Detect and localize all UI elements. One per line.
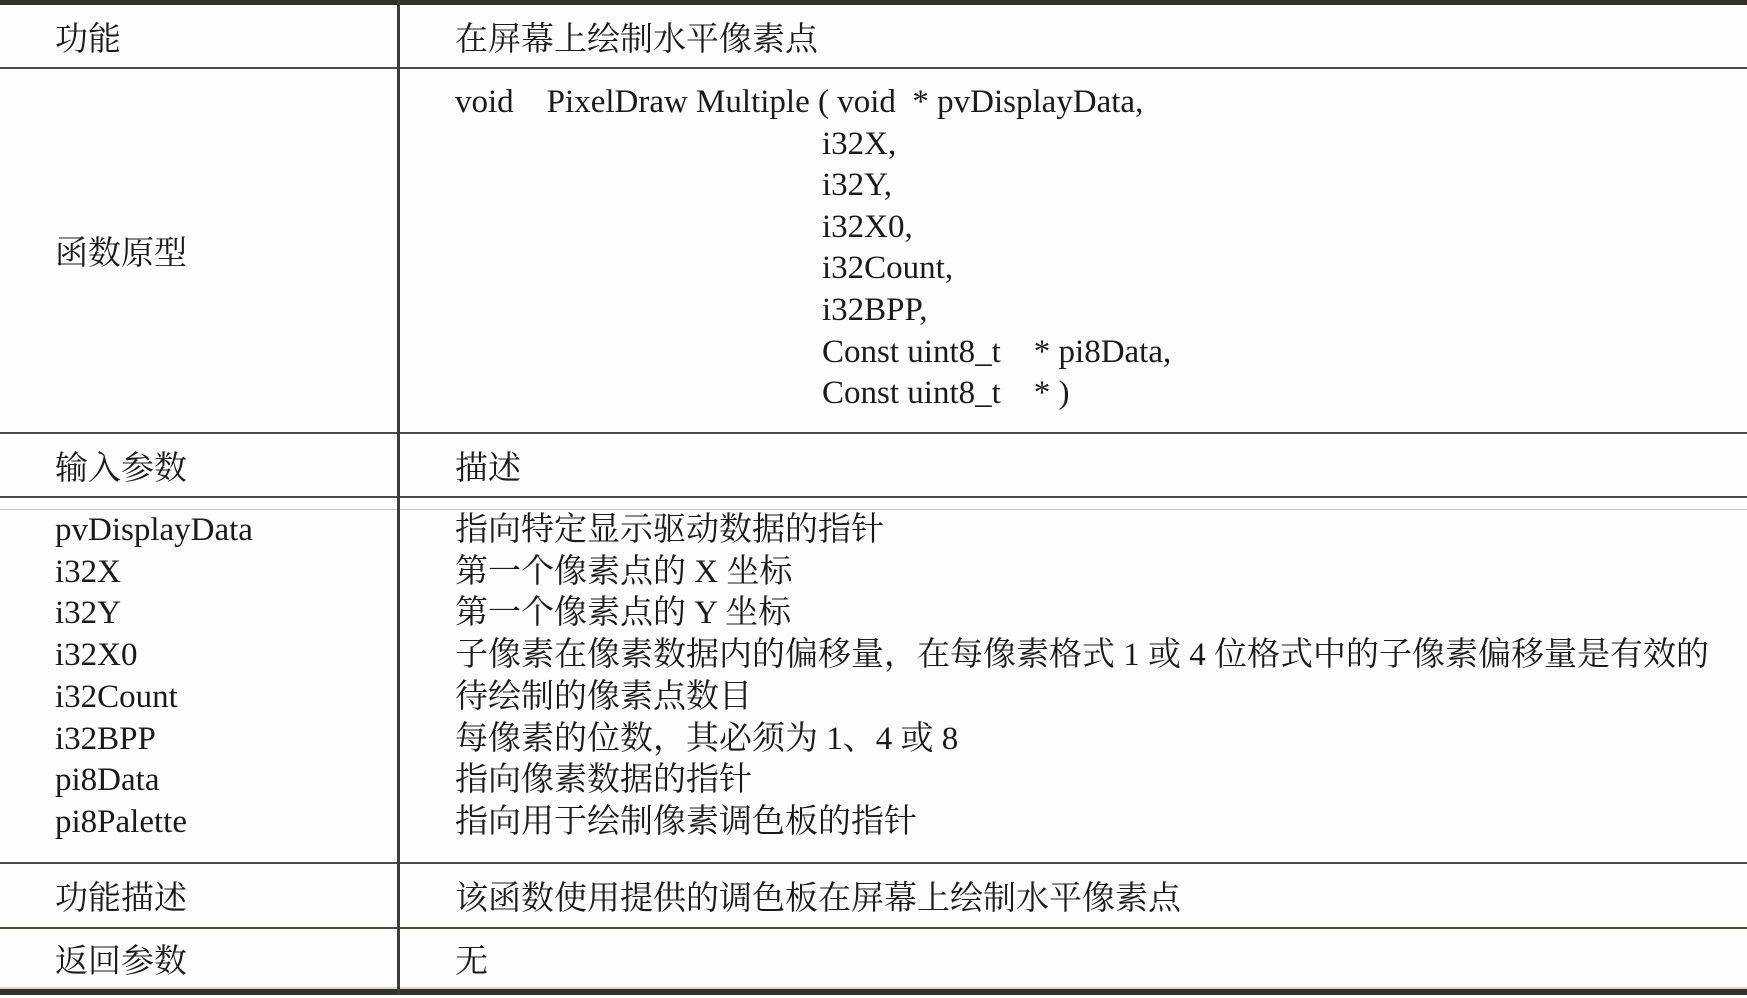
param-desc: 每像素的位数，其必须为 1、4 或 8 (455, 720, 959, 757)
table-row-params (0, 498, 1747, 862)
param-desc: 指向像素数据的指针 (455, 762, 752, 799)
prototype-line: Const uint8_t * ) (822, 375, 1070, 412)
param-row (0, 593, 1747, 635)
param-row (0, 760, 1747, 802)
prototype-line: Const uint8_t * pi8Data, (822, 333, 1172, 370)
param-row (0, 510, 1747, 552)
param-row (0, 677, 1747, 719)
params-header-desc: 描述 (455, 450, 521, 487)
return-value: 无 (455, 943, 488, 980)
function-prototype (398, 69, 1747, 432)
param-desc: 指向特定显示驱动数据的指针 (455, 512, 884, 548)
param-desc: 子像素在像素数据内的偏移量，在每像素格式 1 或 4 位格式中的子像素偏移量是有效的 (455, 637, 1709, 674)
prototype-line: i32BPP, (822, 291, 928, 328)
table-row-params-header (0, 434, 1747, 496)
scan-artifact-line (0, 509, 1747, 510)
param-name: pvDisplayData (55, 512, 253, 548)
table-row-description (0, 864, 1747, 927)
function-description: 该函数使用提供的调色板在屏幕上绘制水平像素点 (455, 881, 1181, 917)
param-name: i32X0 (55, 637, 138, 674)
param-row (0, 802, 1747, 844)
param-name: pi8Data (55, 762, 160, 799)
param-name: pi8Palette (55, 803, 187, 840)
prototype-line: i32Count, (822, 250, 954, 287)
prototype-line: i32X, (822, 125, 897, 162)
row-label: 返回参数 (55, 943, 187, 980)
table-bottom-border (0, 989, 1747, 995)
function-summary: 在屏幕上绘制水平像素点 (455, 21, 818, 58)
prototype-line: i32Y, (822, 167, 892, 204)
prototype-line: i32X0, (822, 208, 913, 245)
param-name: i32X (55, 553, 121, 590)
row-label: 功能描述 (55, 881, 187, 917)
param-name: i32Count (55, 678, 178, 715)
param-row (0, 552, 1747, 594)
param-name: i32BPP (55, 720, 156, 757)
param-desc: 指向用于绘制像素调色板的指针 (455, 803, 917, 840)
table-row-function (0, 5, 1747, 67)
param-desc: 第一个像素点的 Y 坐标 (455, 595, 792, 632)
param-desc: 待绘制的像素点数目 (455, 678, 752, 715)
param-desc: 第一个像素点的 X 坐标 (455, 553, 793, 590)
row-label: 函数原型 (55, 236, 187, 272)
param-name: i32Y (55, 595, 121, 632)
params-header-label: 输入参数 (55, 450, 187, 487)
param-row (0, 635, 1747, 677)
prototype-line: void PixelDraw Multiple ( void * pvDisplayData, (455, 84, 1144, 120)
param-row (0, 719, 1747, 761)
table-row-prototype (0, 69, 1747, 432)
column-divider (397, 0, 400, 995)
table-row-return (0, 929, 1747, 987)
row-label: 功能 (55, 21, 121, 58)
